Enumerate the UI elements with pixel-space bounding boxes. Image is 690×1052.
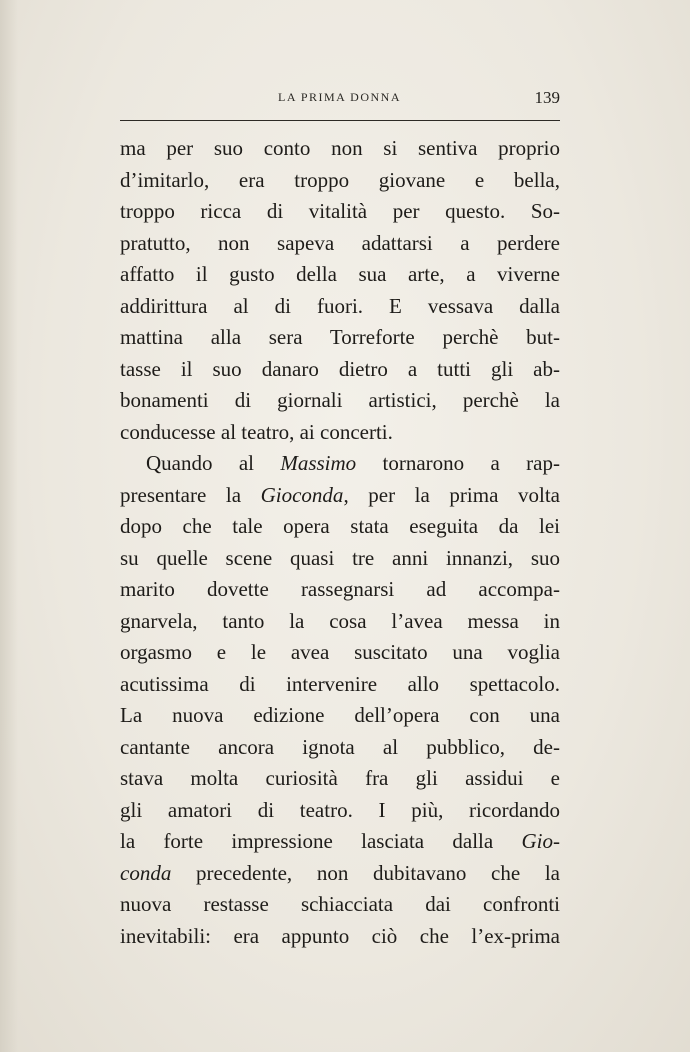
opera-title-gioconda: conda — [120, 860, 172, 885]
running-title: LA PRIMA DONNA — [278, 90, 402, 104]
header-rule — [120, 120, 560, 121]
text-line: stava molta curiosità fra gli assidui e — [120, 766, 560, 790]
text-line: troppo ricca di vitalità per questo. So- — [120, 199, 560, 223]
body-text — [120, 133, 560, 952]
text-line: ma per suo conto non si sentiva proprio — [120, 136, 560, 160]
page-edge-shadow — [0, 0, 18, 1052]
text-line: inevitabili: era appunto ciò che l’ex-prima — [120, 923, 560, 948]
text-line: conda precedente, non dubitavano che la — [120, 860, 560, 885]
text-line: La nuova edizione dell’opera con una — [120, 703, 560, 727]
text-line: tasse il suo danaro dietro a tutti gli ab- — [120, 356, 560, 381]
text-line: addirittura al di fuori. E vessava dalla — [120, 293, 560, 318]
text-line: cantante ancora ignota al pubblico, de- — [120, 734, 560, 759]
text-line: nuova restasse schiacciata dai confronti — [120, 892, 560, 916]
text-line: bonamenti di giornali artistici, perchè la — [120, 388, 560, 412]
text-line: marito dovette rassegnarsi ad accompa- — [120, 577, 560, 601]
text-line: presentare la Gioconda, per la prima volta — [120, 482, 560, 507]
text-line: conducesse al teatro, ai concerti. — [120, 419, 393, 444]
text-line: pratutto, non sapeva adattarsi a perdere — [120, 230, 560, 255]
text-line: acutissima di intervenire allo spettacolo. — [120, 671, 560, 696]
page-number: 139 — [534, 88, 560, 107]
text-line: la forte impressione lasciata dalla Gio- — [120, 829, 560, 853]
opera-title-massimo: Massimo — [280, 451, 357, 475]
text-line: Quando al Massimo tornarono a rap- — [146, 451, 560, 475]
opera-title-gioconda: Gio- — [521, 829, 560, 853]
text-line: gli amatori di teatro. I più, ricordando — [120, 797, 560, 822]
text-line: d’imitarlo, era troppo giovane e bella, — [120, 167, 560, 192]
text-line: orgasmo e le avea suscitato una voglia — [120, 640, 560, 664]
text-line: affatto il gusto della sua arte, a viverne — [120, 262, 560, 286]
text-line: su quelle scene quasi tre anni innanzi, suo — [120, 545, 560, 570]
text-line: dopo che tale opera stata eseguita da lei — [120, 514, 560, 538]
opera-title-gioconda: Gioconda — [260, 482, 344, 507]
text-line: mattina alla sera Torreforte perchè but- — [120, 325, 560, 349]
text-line: gnarvela, tanto la cosa l’avea messa in — [120, 608, 560, 633]
running-head — [120, 88, 560, 110]
